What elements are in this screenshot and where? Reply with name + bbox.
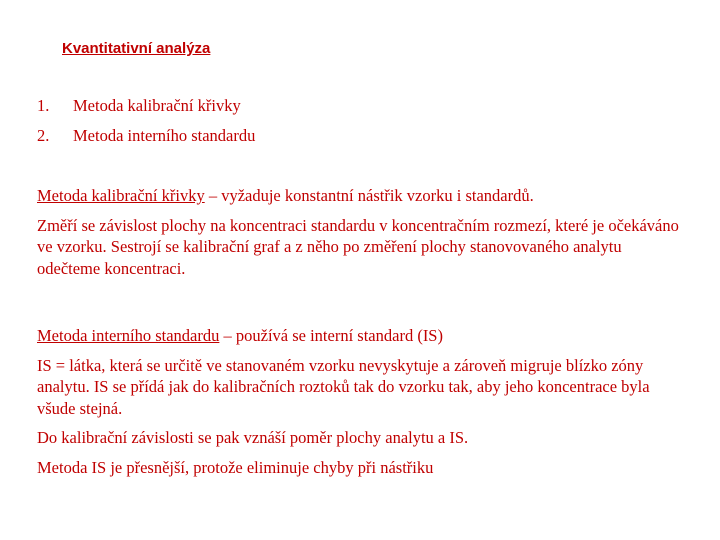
list-label: Metoda interního standardu bbox=[73, 126, 256, 145]
internal-standard-paragraph: IS = látka, která se určitě ve stanovaném vzorku nevyskytuje a zároveň migruje blízko zóny analytu. IS se přídá jak do kalibračních roztoků tak do vzorku tak, aby jeho koncentrace byla všude stejná. bbox=[37, 355, 650, 418]
calibration-paragraph: Změří se závislost plochy na koncentraci standardu v koncentračním rozmezí, které je očekáváno ve vzorku. Sestrojí se kalibrační graf a z něho po změření plochy stanovovaného analytu odečteme koncentraci. bbox=[37, 215, 679, 278]
list-item bbox=[37, 126, 255, 156]
calibration-heading-line bbox=[37, 185, 687, 207]
internal-standard-heading-rest: – používá se interní standard (IS) bbox=[219, 326, 443, 345]
internal-standard-heading-line bbox=[37, 325, 687, 347]
internal-standard-paragraph: Do kalibrační závislosti se pak vznáší poměr plochy analytu a IS. bbox=[37, 428, 469, 447]
list-item bbox=[37, 96, 255, 126]
list-label: Metoda kalibrační křivky bbox=[73, 96, 241, 115]
internal-standard-paragraph: Metoda IS je přesnější, protože eliminuje chyby při nástřiku bbox=[37, 457, 434, 477]
calibration-heading-rest: – vyžaduje konstantní nástřik vzorku i standardů. bbox=[204, 186, 534, 205]
list-number: 1. bbox=[37, 96, 50, 115]
list-number: 2. bbox=[37, 126, 50, 145]
internal-standard-section bbox=[37, 325, 687, 478]
calibration-heading: Metoda kalibrační křivky bbox=[37, 186, 205, 205]
methods-list bbox=[37, 96, 255, 156]
calibration-section bbox=[37, 185, 687, 279]
slide-title: Kvantitativní analýza bbox=[62, 40, 211, 57]
internal-standard-heading: Metoda interního standardu bbox=[37, 326, 220, 345]
